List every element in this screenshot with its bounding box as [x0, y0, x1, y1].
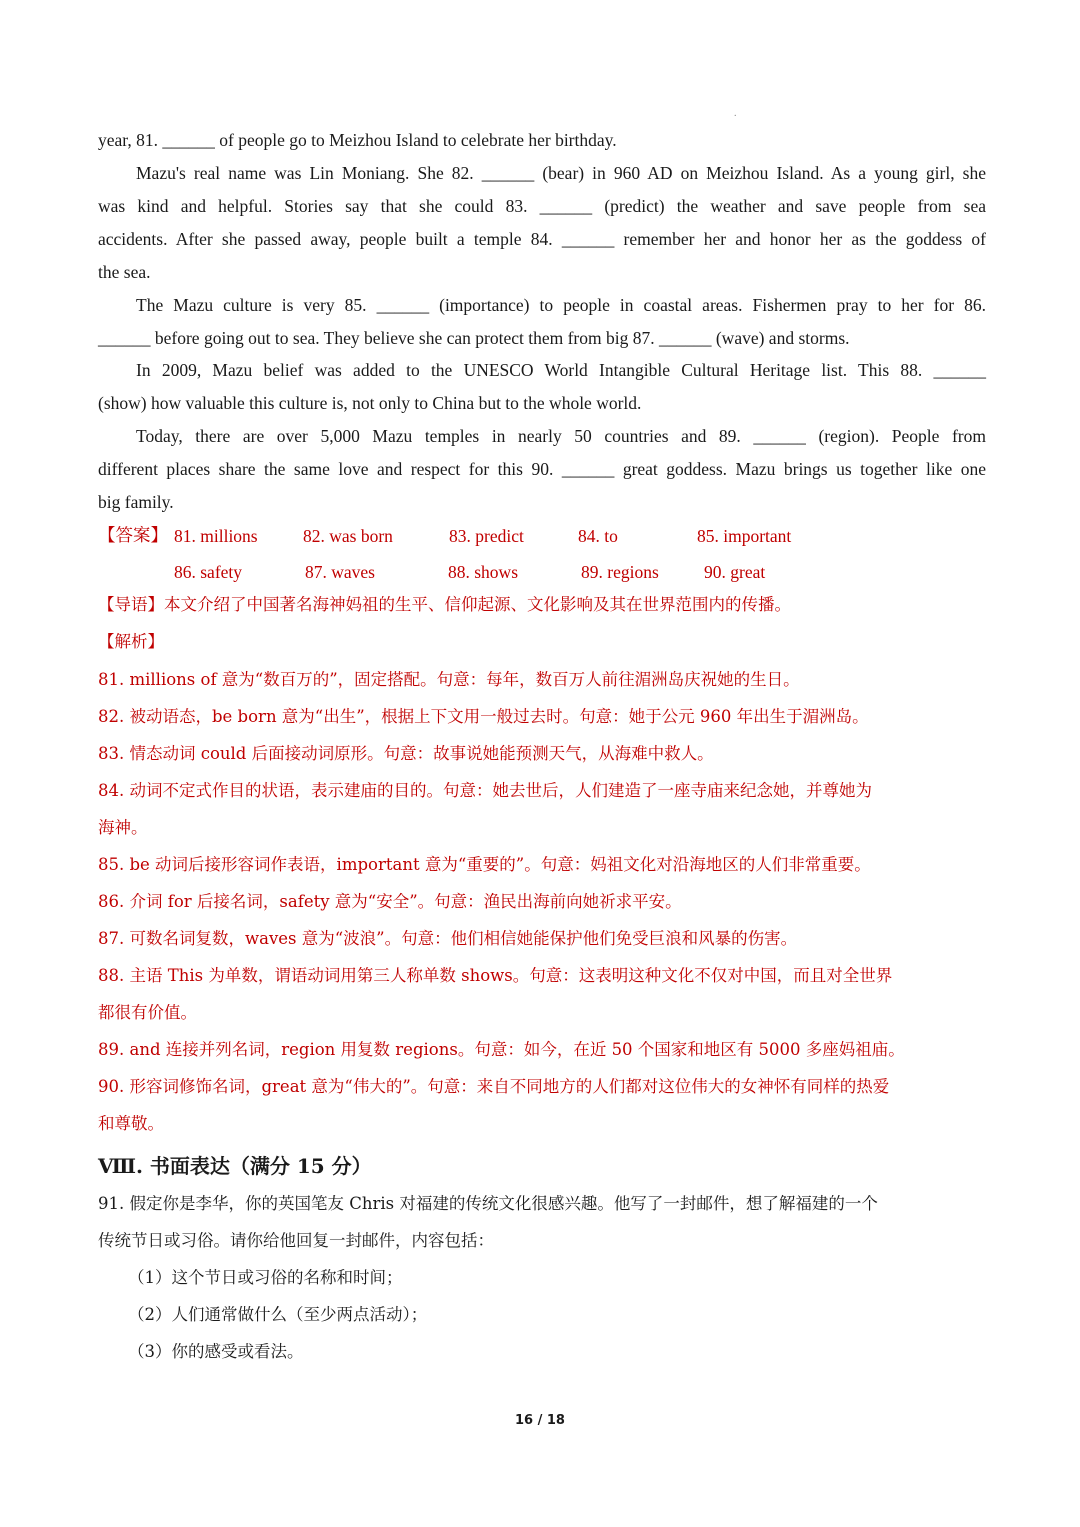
answer-item: 88. shows [448, 562, 519, 582]
analysis-item: 86. 介词 for 后接名词，safety 意为“安全”。句意：渔民出海前向她祈求平安。 [98, 892, 682, 911]
analysis-item: 82. 被动语态，be born 意为“出生”，根据上下文用一般过去时。句意：她于公元 960 年出生于湄洲岛。 [98, 707, 869, 726]
passage-line: was kind and helpful. Stories say that she could 83. ______ (predict) the weather and save people from sea [98, 196, 986, 216]
analysis-item: 85. be 动词后接形容词作表语，important 意为“重要的”。句意：妈祖文化对沿海地区的人们非常重要。 [98, 855, 871, 874]
answer-item: 87. waves [305, 562, 375, 582]
answer-item: 81. millions [174, 526, 258, 546]
analysis-item: 海神。 [98, 818, 148, 837]
answer-item: 85. important [697, 526, 792, 546]
passage-line: In 2009, Mazu belief was added to the UNESCO World Intangible Cultural Heritage list. This 88. ______ [136, 360, 986, 380]
writing-point: （3）你的感受或看法。 [128, 1342, 304, 1361]
guide-text: 【导语】本文介绍了中国著名海神妈祖的生平、信仰起源、文化影响及其在世界范围内的传播。 [98, 595, 791, 614]
writing-point: （1）这个节日或习俗的名称和时间； [128, 1268, 403, 1287]
answer-item: 84. to [578, 526, 618, 546]
passage-line: different places share the same love and respect for this 90. ______ great goddess. Mazu brings us together like one [98, 459, 986, 479]
passage-line: year, 81. ______ of people go to Meizhou Island to celebrate her birthday. [98, 130, 617, 150]
answer-item: 86. safety [174, 562, 243, 582]
page-number: 16 / 18 [515, 1413, 565, 1428]
analysis-item: 90. 形容词修饰名词，great 意为“伟大的”。句意：来自不同地方的人们都对这位伟大的女神怀有同样的热爱 [98, 1077, 890, 1096]
analysis-item: 和尊敬。 [98, 1114, 164, 1133]
answer-item: 90. great [704, 562, 766, 582]
writing-point: （2）人们通常做什么（至少两点活动）； [128, 1305, 428, 1324]
passage-line: (show) how valuable this culture is, not only to China but to the whole world. [98, 393, 642, 413]
passage-line: The Mazu culture is very 85. ______ (importance) to people in coastal areas. Fishermen pray to her for 86. [136, 295, 986, 315]
answer-item: 89. regions [581, 562, 659, 582]
header-mark: . [734, 108, 737, 119]
analysis-item: 87. 可数名词复数，waves 意为“波浪”。句意：他们相信她能保护他们免受巨浪和风暴的伤害。 [98, 929, 798, 948]
section-heading: Ⅷ. 书面表达（满分 15 分） [98, 1154, 372, 1178]
analysis-item: 81. millions of 意为“数百万的”，固定搭配。句意：每年，数百万人前往湄洲岛庆祝她的生日。 [98, 670, 800, 689]
answer-item: 83. predict [449, 526, 524, 546]
passage-line: Today, there are over 5,000 Mazu temples in nearly 50 countries and 89. ______ (region). People from [136, 426, 986, 446]
passage-line: ______ before going out to sea. They believe she can protect them from big 87. ______ (wave) and storms. [98, 328, 850, 348]
analysis-item: 84. 动词不定式作目的状语，表示建庙的目的。句意：她去世后，人们建造了一座寺庙来纪念她，并尊她为 [98, 781, 872, 800]
analysis-item: 83. 情态动词 could 后面接动词原形。句意：故事说她能预测天气，从海难中救人。 [98, 744, 714, 763]
passage-line: the sea. [98, 262, 151, 282]
analysis-item: 89. and 连接并列名词，region 用复数 regions。句意：如今，在近 50 个国家和地区有 5000 多座妈祖庙。 [98, 1040, 905, 1059]
analysis-item: 88. 主语 This 为单数，谓语动词用第三人称单数 shows。句意：这表明这种文化不仅对中国，而且对全世界 [98, 966, 893, 985]
writing-prompt: 91. 假定你是李华，你的英国笔友 Chris 对福建的传统文化很感兴趣。他写了一封邮件，想了解福建的一个 [98, 1194, 878, 1213]
writing-prompt: 传统节日或习俗。请你给他回复一封邮件，内容包括： [98, 1231, 494, 1250]
passage-line: accidents. After she passed away, people built a temple 84. ______ remember her and honor her as the goddess of [98, 229, 986, 249]
analysis-label: 【解析】 [98, 632, 164, 651]
passage-line: big family. [98, 492, 174, 512]
analysis-item: 都很有价值。 [98, 1003, 197, 1022]
answer-item: 82. was born [303, 526, 393, 546]
answer-label: 【答案】 [98, 526, 168, 546]
passage-line: Mazu's real name was Lin Moniang. She 82. ______ (bear) in 960 AD on Meizhou Island. As a young girl, she [136, 163, 986, 183]
